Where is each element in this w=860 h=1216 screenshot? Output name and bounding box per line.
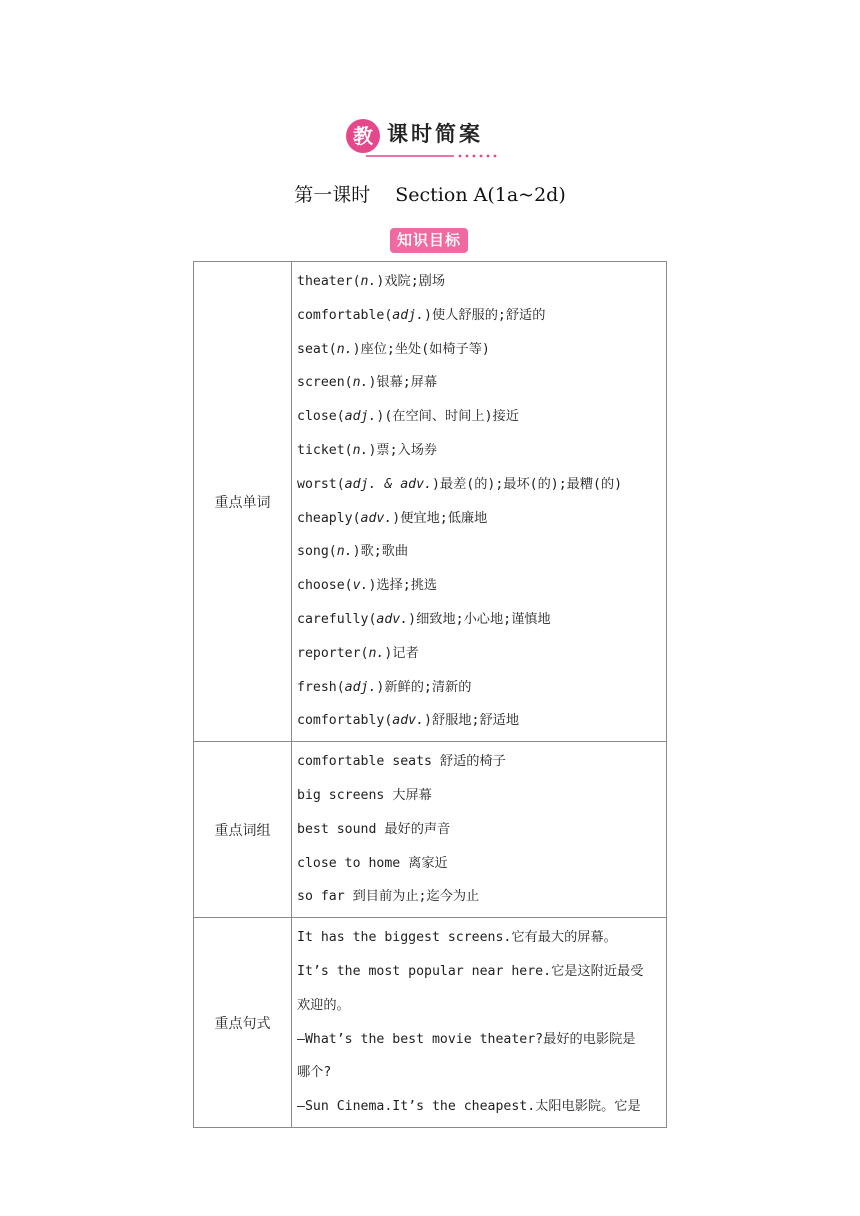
key-phrases-list — [292, 742, 667, 918]
part-of-speech: adj. — [392, 307, 425, 323]
vocabulary-meaning: )票;入场券 — [368, 442, 438, 458]
key-words-list — [292, 262, 667, 742]
vocabulary-meaning: )记者 — [384, 645, 419, 661]
vocabulary-meaning: )细致地;小心地;谨慎地 — [408, 611, 551, 627]
knowledge-objectives-tag: 知识目标 — [390, 228, 468, 253]
vocabulary-word: comfortably( — [297, 713, 393, 729]
table-row-key-words — [194, 262, 667, 742]
part-of-speech: adj. & adv. — [344, 476, 432, 492]
sentence-line: —Sun Cinema.It’s the cheapest.太阳电影院。它是 — [297, 1099, 641, 1115]
vocabulary-meaning: )歌;歌曲 — [352, 544, 409, 560]
part-of-speech: n. — [336, 341, 353, 357]
category-key-sentences: 重点句式 — [194, 918, 292, 1128]
part-of-speech: adv. — [392, 713, 425, 729]
table-row-key-sentences — [194, 918, 667, 1128]
vocabulary-meaning: )舒服地;舒适地 — [424, 713, 520, 729]
vocabulary-item — [297, 265, 660, 299]
knowledge-table — [193, 261, 667, 1128]
vocabulary-item — [297, 299, 660, 333]
part-of-speech: n. — [368, 645, 385, 661]
sentence-line: 欢迎的。 — [297, 997, 350, 1013]
phrase-item: close to home 离家近 — [297, 855, 448, 871]
table-row-key-phrases — [194, 742, 667, 918]
vocabulary-word: ticket( — [297, 442, 353, 458]
vocabulary-word: screen( — [297, 375, 353, 391]
vocabulary-item — [297, 434, 660, 468]
vocabulary-meaning: )戏院;剧场 — [376, 274, 446, 289]
phrase-item: so far 到目前为止;迄今为止 — [297, 889, 480, 905]
vocabulary-word: comfortable( — [297, 307, 393, 323]
vocabulary-item — [297, 502, 660, 536]
vocabulary-word: close( — [297, 409, 345, 425]
vocabulary-item — [297, 535, 660, 569]
vocabulary-item — [297, 569, 660, 603]
vocabulary-word: choose( — [297, 578, 353, 594]
vocabulary-word: carefully( — [297, 611, 377, 627]
phrase-item: big screens 大屏幕 — [297, 787, 432, 803]
vocabulary-word: worst( — [297, 476, 345, 492]
part-of-speech: n. — [352, 375, 369, 391]
part-of-speech: n. — [336, 544, 353, 560]
vocabulary-item — [297, 637, 660, 671]
lesson-title: 第一课时 Section A(1a~2d) — [294, 184, 566, 206]
phrase-item: comfortable seats 舒适的椅子 — [297, 754, 506, 770]
key-sentences-list — [292, 918, 667, 1128]
vocabulary-word: reporter( — [297, 645, 369, 661]
vocabulary-item — [297, 400, 660, 434]
part-of-speech: n. — [352, 442, 369, 458]
vocabulary-word: theater( — [297, 274, 361, 289]
part-of-speech: n. — [360, 274, 377, 289]
header-underline-decoration — [366, 154, 498, 158]
vocabulary-word: seat( — [297, 341, 337, 357]
sentence-line: 哪个? — [297, 1065, 332, 1081]
vocabulary-item — [297, 468, 660, 502]
sentence-line: It has the biggest screens.它有最大的屏幕。 — [297, 930, 617, 946]
vocabulary-meaning: )便宜地;低廉地 — [392, 510, 488, 526]
vocabulary-item — [297, 704, 660, 738]
vocabulary-item — [297, 603, 660, 637]
part-of-speech: adj. — [344, 409, 377, 425]
part-of-speech: v. — [352, 578, 369, 594]
sentence-line: —What’s the best movie theater?最好的电影院是 — [297, 1031, 636, 1047]
vocabulary-meaning: )使人舒服的;舒适的 — [424, 307, 546, 323]
vocabulary-meaning: )新鲜的;清新的 — [376, 679, 472, 695]
header-title: 课时简案 — [387, 122, 483, 146]
vocabulary-meaning: )银幕;屏幕 — [368, 375, 438, 391]
vocabulary-meaning: )最差(的);最坏(的);最糟(的) — [431, 476, 623, 492]
vocabulary-word: cheaply( — [297, 510, 361, 526]
vocabulary-item — [297, 333, 660, 367]
part-of-speech: adv. — [376, 611, 409, 627]
sentence-line: It’s the most popular near here.它是这附近最受 — [297, 963, 644, 979]
vocabulary-meaning: )座位;坐处(如椅子等) — [352, 341, 490, 357]
vocabulary-word: fresh( — [297, 679, 345, 695]
lesson-plan-icon — [346, 119, 380, 153]
vocabulary-word: song( — [297, 544, 337, 560]
vocabulary-item — [297, 366, 660, 400]
part-of-speech: adj. — [344, 679, 377, 695]
phrase-item: best sound 最好的声音 — [297, 821, 451, 837]
category-key-phrases: 重点词组 — [194, 742, 292, 918]
vocabulary-meaning: )选择;挑选 — [368, 578, 438, 594]
vocabulary-meaning: )(在空间、时间上)接近 — [376, 409, 519, 425]
vocabulary-item — [297, 671, 660, 705]
part-of-speech: adv. — [360, 510, 393, 526]
section-header-badge — [346, 117, 506, 159]
lesson-plan-icon-glyph: 教 — [353, 124, 373, 148]
category-key-words: 重点单词 — [194, 262, 292, 742]
